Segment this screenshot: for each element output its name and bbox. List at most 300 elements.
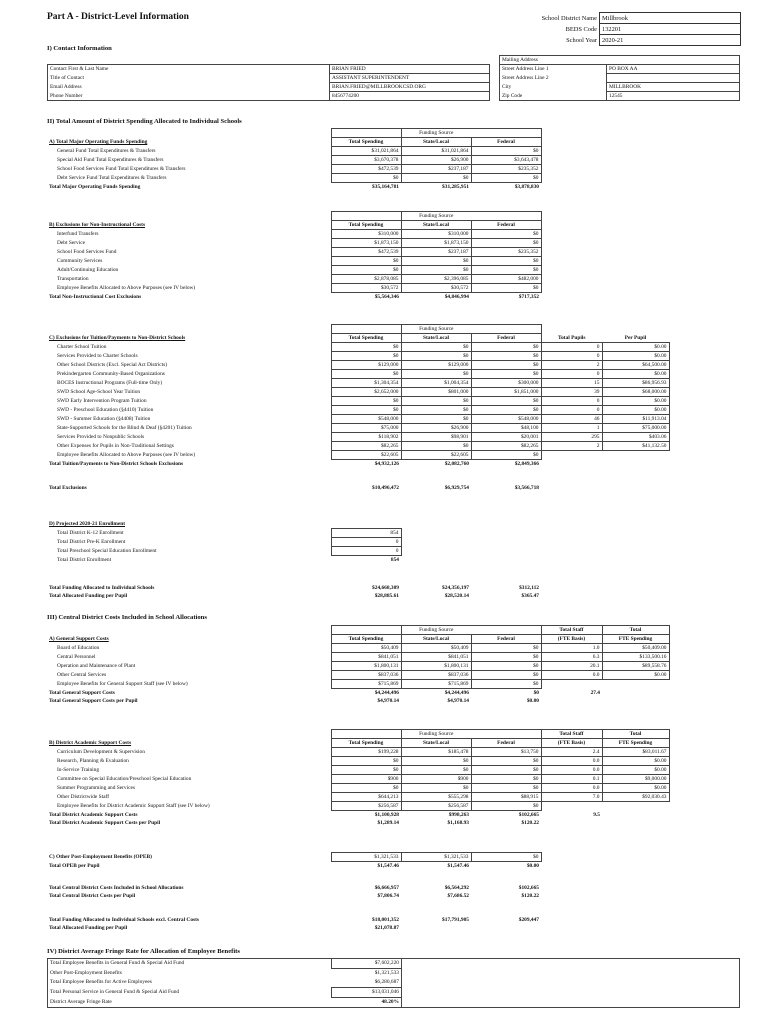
federal-value[interactable]: $0	[471, 653, 541, 662]
state-value[interactable]: $0	[401, 257, 471, 266]
spacer	[331, 626, 401, 635]
contact-value[interactable]: 8456774200	[330, 92, 490, 101]
federal-value[interactable]: $0	[471, 766, 541, 775]
state-value: $6,929,754	[444, 485, 469, 491]
central-total-row	[47, 892, 541, 900]
total-label: Total District Academic Support Costs per Pupil	[49, 820, 161, 826]
total-value[interactable]: $0	[331, 343, 401, 352]
total-value[interactable]: $1,321,533	[331, 853, 401, 862]
opeb-label: C) Other Post-Employment Benefits (OPEB)	[49, 854, 152, 860]
line-label: Research, Planning & Evaluation	[57, 758, 129, 764]
total-value[interactable]: $3,670,378	[331, 156, 401, 165]
spacer	[541, 460, 602, 469]
state-value: $998,263	[448, 812, 469, 818]
enrollment-table	[47, 520, 402, 564]
total-value[interactable]: $548,000	[331, 415, 401, 424]
line-label: Debt Service Fund Total Expenditures & Transfers	[57, 175, 167, 181]
federal-value[interactable]: $548,000	[471, 415, 541, 424]
column-header-row	[47, 138, 541, 147]
enrollment-value: 854	[390, 557, 399, 563]
state-value[interactable]: $0	[401, 766, 471, 775]
per-pupil-value: $75,000.00	[602, 424, 669, 433]
staff-header: Total Staff	[541, 626, 602, 635]
cost-row	[47, 784, 669, 793]
pupils-value[interactable]: 2	[541, 442, 602, 451]
federal-value[interactable]: $0	[471, 239, 541, 248]
total-value: $1,100,928	[374, 812, 399, 818]
mailing-address-heading: Mailing Address	[500, 56, 607, 65]
contact-heading-row	[48, 56, 740, 65]
funding-source-label: Funding Source	[401, 325, 471, 334]
mailing-value[interactable]	[607, 74, 740, 83]
line-label: Prekindergarten Community-Based Organizations	[57, 371, 165, 377]
pupils-value[interactable]: 46	[541, 415, 602, 424]
fringe-section-heading: IV) District Average Fringe Rate for Allocation of Employee Benefits	[47, 948, 240, 955]
total-value: $4,970.14	[377, 698, 399, 704]
line-label: Total Employee Benefits in General Fund & Special Aid Fund	[48, 959, 332, 969]
state-value[interactable]: $310,000	[401, 230, 471, 239]
federal-value[interactable]: $0	[471, 802, 541, 811]
spacer	[602, 697, 669, 705]
federal-value[interactable]: $0	[471, 352, 541, 361]
enrollment-value[interactable]: 0	[331, 538, 401, 547]
enrollment-row	[47, 529, 401, 538]
fringe-value[interactable]: $13,031,046	[332, 988, 402, 998]
line-label: Curriculum Development & Supervision	[57, 749, 145, 755]
central-total-table	[47, 884, 541, 900]
enrollment-title: D) Projected 2020-21 Enrollment	[49, 521, 126, 528]
total-value[interactable]: $0	[331, 766, 401, 775]
spacer	[331, 325, 401, 334]
total-value[interactable]: $644,213	[331, 793, 401, 802]
mailing-label: Street Address Line 1	[500, 65, 607, 74]
blank-row	[47, 468, 669, 476]
federal-value[interactable]: $0	[471, 757, 541, 766]
federal-value[interactable]: $20,001	[471, 433, 541, 442]
federal-value: $0.00	[526, 698, 539, 704]
total-value[interactable]: $2,652,000	[331, 388, 401, 397]
total-label: Total Non-Instructional Cost Exclusions	[49, 293, 142, 300]
line-label: Committee on Special Education/Preschool Special Education	[57, 776, 192, 782]
contact-value[interactable]: BRIAN.FRIED@MILLBROOKCSD.ORG	[330, 83, 490, 92]
fte-staff-value[interactable]: 0.0	[541, 766, 602, 775]
academic-support-title-table	[47, 729, 670, 827]
spacer	[634, 978, 740, 988]
federal-value[interactable]: $235,352	[471, 248, 541, 257]
spacer	[541, 468, 602, 476]
total-value[interactable]: $22,605	[331, 451, 401, 460]
total-value[interactable]: $2,878,085	[331, 275, 401, 284]
mailing-value[interactable]: MILLBROOK	[607, 83, 740, 92]
state-local-header: State/Local	[401, 739, 471, 748]
sixth-col-header-a: (FTE Basis)	[541, 739, 602, 748]
cost-row	[47, 766, 669, 775]
total-label: Total Funding Allocated to Individual Schools	[49, 585, 155, 591]
total-value[interactable]: $31,021,864	[331, 147, 401, 156]
pupils-value[interactable]: 1	[541, 424, 602, 433]
spacer	[607, 56, 740, 65]
total-value[interactable]: $472,539	[331, 165, 401, 174]
total-value[interactable]: $837,036	[331, 671, 401, 680]
district-name-field[interactable]: Millbrook	[600, 13, 741, 24]
total-value[interactable]: $0	[331, 784, 401, 793]
state-value[interactable]: $1,004,354	[401, 379, 471, 388]
federal-value[interactable]: $0	[471, 662, 541, 671]
opeb-row	[47, 853, 541, 862]
federal-value[interactable]: $3,643,478	[471, 156, 541, 165]
total-value: $18,001,352	[372, 917, 399, 923]
federal-value[interactable]: $0	[471, 284, 541, 293]
excl-central-row	[47, 916, 541, 924]
total-value[interactable]: $1,873,150	[331, 239, 401, 248]
non-instructional-table	[47, 211, 542, 301]
contact-value[interactable]: ASSISTANT SUPERINTENDENT	[330, 74, 490, 83]
state-value[interactable]: $22,605	[401, 451, 471, 460]
total-spending-header: Total Spending	[331, 221, 401, 230]
state-value[interactable]: $0	[401, 343, 471, 352]
state-value[interactable]: $0	[401, 352, 471, 361]
federal-value[interactable]: $0	[471, 230, 541, 239]
federal-value[interactable]: $0	[471, 784, 541, 793]
state-value[interactable]: $0	[401, 397, 471, 406]
federal-value: $312,112	[519, 585, 539, 591]
federal-value[interactable]: $235,352	[471, 165, 541, 174]
federal-value: $120.22	[521, 820, 539, 826]
federal-value[interactable]: $0	[471, 680, 541, 689]
state-value[interactable]: $129,000	[401, 361, 471, 370]
total-value[interactable]: $50,409	[331, 644, 401, 653]
pupils-value[interactable]: 0	[541, 397, 602, 406]
line-label: Other Post-Employment Benefits	[48, 969, 332, 979]
funding-source-row	[47, 212, 541, 221]
federal-value[interactable]: $82,265	[471, 442, 541, 451]
fte-staff-value[interactable]: 0.0	[541, 671, 602, 680]
fte-staff-total: 27.4	[590, 689, 600, 696]
state-value[interactable]: $0	[401, 757, 471, 766]
federal-value[interactable]: $0	[471, 370, 541, 379]
state-value[interactable]: $98,901	[401, 433, 471, 442]
spacer	[331, 730, 401, 739]
pupils-value[interactable]: 2	[541, 361, 602, 370]
federal-value[interactable]: $482,000	[471, 275, 541, 284]
total-label: Total General Support Costs per Pupil	[49, 698, 138, 704]
federal-header: Federal	[471, 138, 541, 147]
enrollment-value[interactable]: 0	[331, 547, 401, 556]
fringe-value: $1,321,533	[332, 969, 402, 979]
cost-row	[47, 662, 669, 671]
state-value[interactable]: $0	[401, 174, 471, 183]
line-label: Employee Benefits Allocated to Above Purposes (see IV below)	[57, 452, 196, 458]
total-value[interactable]: $472,539	[331, 248, 401, 257]
total-value[interactable]: $0	[331, 370, 401, 379]
opeb-table	[47, 852, 542, 870]
funding-source-label: Funding Source	[401, 730, 471, 739]
line-label: Total Employee Benefits for Active Employees	[48, 978, 332, 988]
operating-fund-row	[47, 156, 541, 165]
total-value: $10,496,472	[372, 485, 399, 491]
total-value[interactable]: $310,000	[331, 230, 401, 239]
total-value[interactable]: $0	[331, 397, 401, 406]
state-value[interactable]: $1,800,131	[401, 662, 471, 671]
line-label: General Fund Total Expenditures & Transfers	[57, 148, 156, 154]
state-value[interactable]: $256,587	[401, 802, 471, 811]
state-value[interactable]: $185,478	[401, 748, 471, 757]
total-value[interactable]: $118,902	[331, 433, 401, 442]
total-value: $6,666,957	[374, 885, 399, 891]
fte-spending-value	[602, 802, 669, 811]
fte-spending-value	[602, 680, 669, 689]
state-value[interactable]: $0	[401, 442, 471, 451]
federal-value[interactable]: $0	[471, 257, 541, 266]
fringe-row	[48, 978, 740, 988]
enrollment-value[interactable]: 854	[331, 529, 401, 538]
exclusion-row	[47, 284, 541, 293]
federal-value[interactable]: $13,750	[471, 748, 541, 757]
operating-funds-title: A) Total Major Operating Funds Spending	[49, 139, 148, 145]
state-value[interactable]: $50,409	[401, 644, 471, 653]
line-label: Summer Programming and Services	[57, 785, 136, 791]
funding-source-row	[47, 325, 669, 334]
state-value[interactable]: $841,051	[401, 653, 471, 662]
total-value[interactable]: $715,869	[331, 680, 401, 689]
school-year-field[interactable]: 2020-21	[600, 35, 741, 46]
spacer	[402, 998, 634, 1008]
spacer	[471, 325, 541, 334]
state-local-header: State/Local	[401, 221, 471, 230]
line-label: SWD School Age-School Year Tuition	[57, 389, 141, 395]
federal-value: $120.22	[521, 893, 539, 899]
federal-value[interactable]: $1,851,000	[471, 388, 541, 397]
pupils-value[interactable]: 0	[541, 370, 602, 379]
line-label: Other Districtwide Staff	[57, 794, 109, 800]
total-pupils-header: Total Pupils	[557, 334, 586, 341]
state-value[interactable]: $0	[401, 406, 471, 415]
pupils-value[interactable]: 295	[541, 433, 602, 442]
state-value[interactable]: $30,572	[401, 284, 471, 293]
state-value[interactable]: $900	[401, 775, 471, 784]
enrollment-row	[47, 556, 401, 565]
fte-staff-value	[541, 802, 602, 811]
total-value[interactable]: $129,000	[331, 361, 401, 370]
state-value	[401, 924, 471, 932]
fte-staff-value[interactable]: 2.4	[541, 748, 602, 757]
per-pupil-value: $68,000.00	[602, 388, 669, 397]
tuition-row	[47, 397, 669, 406]
state-value[interactable]: $26,900	[401, 424, 471, 433]
total-value[interactable]: $82,265	[331, 442, 401, 451]
total-value: $1,289.14	[377, 820, 399, 826]
pupils-value[interactable]: 39	[541, 388, 602, 397]
fte-staff-value[interactable]: 20.1	[541, 662, 602, 671]
federal-value[interactable]: $0	[471, 671, 541, 680]
federal-value[interactable]: $0	[471, 174, 541, 183]
contact-row	[48, 83, 740, 92]
fte-staff-value[interactable]: 7.0	[541, 793, 602, 802]
operating-fund-row	[47, 147, 541, 156]
fte-staff-total: 9.5	[593, 811, 600, 818]
operating-fund-row	[47, 165, 541, 174]
exclusion-row	[47, 239, 541, 248]
federal-value[interactable]: $0	[471, 451, 541, 460]
line-label: Other Central Services	[57, 672, 107, 678]
federal-value[interactable]: $0	[471, 147, 541, 156]
mailing-value[interactable]: 12545	[607, 92, 740, 101]
spacer	[402, 959, 634, 969]
fte-staff-value[interactable]: 0.1	[541, 775, 602, 784]
cost-row	[47, 653, 669, 662]
fringe-row	[48, 969, 740, 979]
operating-funds-table	[47, 128, 542, 191]
federal-value[interactable]: $0	[471, 343, 541, 352]
contact-row	[48, 92, 740, 101]
contact-value[interactable]: BRIAN FRIED	[330, 65, 490, 74]
mailing-value[interactable]: PO BOX AA	[607, 65, 740, 74]
line-label: SWD - Preschool Education (§4410) Tuition	[57, 407, 154, 413]
pupils-value[interactable]: 15	[541, 379, 602, 388]
federal-value: $0	[533, 690, 539, 696]
total-label: Total Major Operating Funds Spending	[49, 183, 141, 190]
total-value[interactable]: $0	[331, 406, 401, 415]
federal-value[interactable]: $0	[471, 775, 541, 784]
federal-value[interactable]: $0	[471, 644, 541, 653]
pupils-value[interactable]: 0	[541, 343, 602, 352]
state-value: $4,970.14	[447, 698, 469, 704]
federal-value[interactable]: $0	[471, 361, 541, 370]
state-value[interactable]: $2,396,085	[401, 275, 471, 284]
contact-label: Title of Contact	[48, 74, 330, 83]
spacer	[47, 129, 331, 138]
fringe-row	[48, 998, 740, 1008]
state-value[interactable]: $237,187	[401, 165, 471, 174]
tuition-row	[47, 352, 669, 361]
line-label: Other Expenses for Pupils in Non-Traditional Settings	[57, 443, 174, 449]
state-value[interactable]: $31,021,864	[401, 147, 471, 156]
total-value[interactable]: $841,051	[331, 653, 401, 662]
exclusion-row	[47, 230, 541, 239]
state-value[interactable]: $1,321,533	[401, 853, 471, 862]
fte-spending-value: $83,011.67	[602, 748, 669, 757]
total-value[interactable]: $0	[331, 174, 401, 183]
federal-value[interactable]: $0	[471, 397, 541, 406]
line-label: Board of Education	[57, 645, 100, 651]
line-label: Interfund Transfers	[57, 231, 99, 237]
cost-row	[47, 680, 669, 689]
total-value[interactable]: $199,228	[331, 748, 401, 757]
fte-spending-value: $89,558.76	[602, 662, 669, 671]
fringe-value[interactable]: $7,602,220	[332, 959, 402, 969]
total-value[interactable]: $1,304,354	[331, 379, 401, 388]
column-header-row	[47, 334, 669, 343]
state-value[interactable]: $837,036	[401, 671, 471, 680]
pupils-value[interactable]: 0	[541, 352, 602, 361]
total-value[interactable]: $1,800,131	[331, 662, 401, 671]
state-value[interactable]: $237,187	[401, 248, 471, 257]
total-value[interactable]: $0	[331, 257, 401, 266]
cost-row	[47, 802, 669, 811]
federal-header: Federal	[471, 221, 541, 230]
fringe-table	[47, 958, 740, 1008]
per-pupil-value: $0.00	[602, 406, 669, 415]
state-value[interactable]: $0	[401, 370, 471, 379]
total-value[interactable]: $0	[331, 757, 401, 766]
federal-value[interactable]: $0	[471, 853, 541, 862]
spacer	[490, 56, 500, 65]
federal-value[interactable]: $0	[471, 406, 541, 415]
fte-spending-value: $0.00	[602, 766, 669, 775]
fte-staff-value[interactable]: 0.0	[541, 757, 602, 766]
line-label: Total District Enrollment	[57, 556, 112, 563]
total-value[interactable]: $0	[331, 266, 401, 275]
state-value[interactable]: $0	[401, 266, 471, 275]
state-value[interactable]: $715,869	[401, 680, 471, 689]
spacer	[471, 468, 541, 476]
allocation-row	[47, 592, 541, 600]
spacer	[331, 520, 401, 529]
total-spending-header: Total Spending	[331, 138, 401, 147]
total-value[interactable]: $30,572	[331, 284, 401, 293]
state-value[interactable]: $1,873,150	[401, 239, 471, 248]
total-value[interactable]: $256,587	[331, 802, 401, 811]
state-value[interactable]: $801,000	[401, 388, 471, 397]
total-value: $24,668,309	[372, 585, 399, 591]
tuition-row	[47, 379, 669, 388]
total-label: Total District Academic Support Costs	[49, 811, 138, 818]
state-value: $2,082,760	[444, 461, 469, 467]
allocation-table	[47, 584, 541, 600]
per-pupil-value: $0.00	[602, 370, 669, 379]
federal-value[interactable]: $48,100	[471, 424, 541, 433]
fringe-value: 48.20%	[332, 998, 402, 1008]
fte-staff-value[interactable]: 1.0	[541, 644, 602, 653]
academic-support-title: B) District Academic Support Costs	[49, 740, 132, 746]
line-label: State-Supported Schools for the Blind & Deaf (§4201) Tuition	[57, 425, 192, 431]
total-value[interactable]: $900	[331, 775, 401, 784]
state-value[interactable]: $555,298	[401, 793, 471, 802]
pupils-value[interactable]: 0	[541, 406, 602, 415]
fte-spending-value: $0.00	[602, 757, 669, 766]
federal-value[interactable]: $88,915	[471, 793, 541, 802]
fte-staff-value[interactable]: 0.0	[541, 784, 602, 793]
total-value: $28,885.61	[374, 593, 399, 599]
state-value: $28,520.14	[444, 593, 469, 599]
spacer	[490, 92, 500, 101]
total-value[interactable]: $75,000	[331, 424, 401, 433]
exclusion-row	[47, 257, 541, 266]
state-value[interactable]: $0	[401, 784, 471, 793]
cost-row	[47, 748, 669, 757]
total-spending-header: Total Spending	[331, 635, 401, 644]
tuition-row	[47, 433, 669, 442]
federal-value: $209,447	[518, 917, 539, 923]
fte-spending-value: $133,500.16	[602, 653, 669, 662]
total-value[interactable]: $0	[331, 352, 401, 361]
fte-staff-value[interactable]: 6.3	[541, 653, 602, 662]
federal-value[interactable]: $300,000	[471, 379, 541, 388]
line-label: District Average Fringe Rate	[48, 998, 332, 1008]
spacer	[402, 988, 634, 998]
total-label: Total Funding Allocated to Individual Schools excl. Central Costs	[49, 917, 200, 923]
beds-code-field[interactable]: 132201	[600, 24, 741, 35]
exclusion-row	[47, 266, 541, 275]
total-value: $5,564,346	[374, 294, 399, 300]
state-value[interactable]: $0	[401, 415, 471, 424]
line-label: Transportation	[57, 276, 89, 282]
line-label: Services Provided to Charter Schools	[57, 353, 138, 359]
state-value[interactable]: $26,900	[401, 156, 471, 165]
fte-spending-value: $0.00	[602, 671, 669, 680]
federal-value[interactable]: $0	[471, 266, 541, 275]
school-year-label: School Year	[566, 36, 597, 44]
